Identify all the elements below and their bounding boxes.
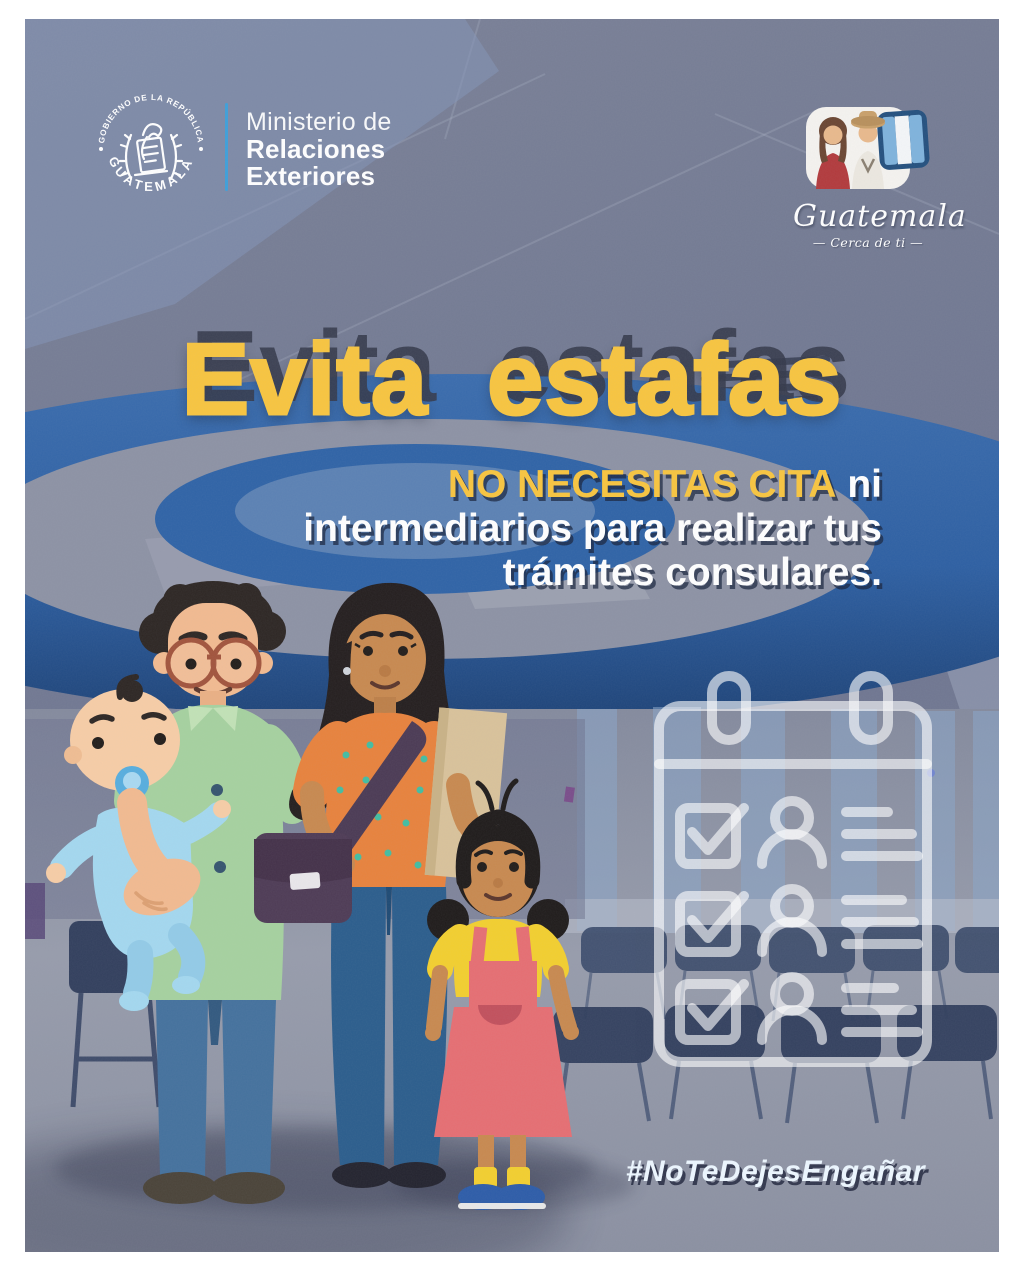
bag [254, 833, 352, 923]
brand-wordmark: Guatemala [793, 199, 967, 234]
ministry-line3: Exteriores [246, 161, 376, 192]
subtitle-line1: NO NECESITAS CITA ni [447, 463, 882, 506]
ministry-name [246, 103, 392, 191]
subtitle-line2: intermediarios para realizar tus [303, 507, 882, 551]
family-illustration [40, 575, 625, 1220]
checklist-row-3 [680, 977, 918, 1040]
woman-figure [816, 117, 850, 189]
coat-of-arms-icon [95, 91, 207, 203]
brand-tagline: — Cerca de ti — [812, 235, 924, 250]
ministry-line1: Ministerio de [246, 108, 392, 137]
guatemala-flag [876, 109, 930, 170]
ministry-line2: Relaciones [246, 133, 386, 164]
seal-top-text: GOBIERNO DE LA REPÚBLICA [97, 92, 205, 144]
logo-divider [225, 103, 228, 191]
guatemala-brand-logo [793, 97, 967, 250]
subtitle-line3: trámites consulares. [502, 551, 882, 595]
hashtag: #NoTeDejesEngañar [625, 1155, 925, 1188]
people-flag-icon [802, 97, 934, 197]
poster-title: Evita estafas [181, 324, 843, 436]
checklist-row-1 [680, 801, 918, 864]
government-logo [95, 91, 392, 203]
poster [25, 19, 999, 1252]
checklist-row-2 [680, 889, 918, 952]
subtitle-highlight: NO NECESITAS CITA [447, 463, 837, 506]
seal-bottom-text: GUATEMALA [105, 154, 197, 195]
appointment-checklist-icon [650, 670, 950, 1085]
